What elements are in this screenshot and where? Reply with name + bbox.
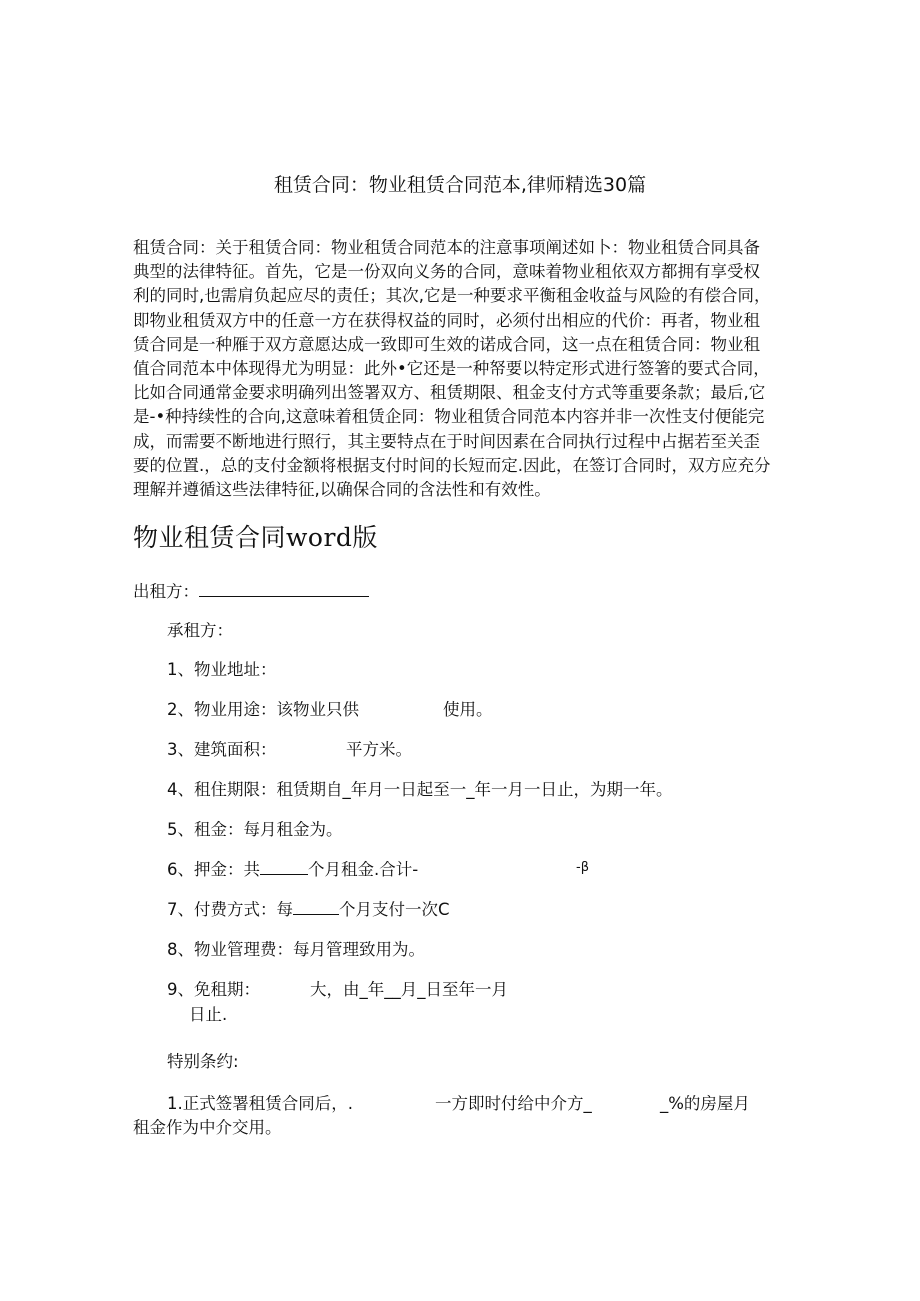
clause-1-start: 1.正式签署租赁合同后，. (167, 1094, 353, 1113)
payment-months-blank (293, 898, 339, 915)
item-rent-free-end: 日止. (189, 1005, 228, 1024)
item-management-fee: 8、物业管理费：每月管理致用为。 (167, 940, 425, 959)
special-terms-label: 特别条约: (167, 1052, 239, 1071)
intro-paragraph (133, 236, 793, 502)
item-rent-free-period: 大，由_年__月_日至年一月 (310, 980, 508, 999)
deposit-suffix: -β (576, 860, 589, 875)
item-property-use: 2、物业用途：该物业只供 (167, 700, 359, 719)
intro-line: 租赁合同：关于租赁合同：物业租赁合同范本的注意事项阐述如卜：物业租赁合同具备 (133, 238, 760, 257)
intro-line: 比如合同通常金要求明确列出签署双方、租赁期限、租金支付方式等重要条款；最后,它 (133, 383, 766, 403)
intro-line: 要的位置.，总的支付金额将根据支付时间的长短而定.因此，在签订合同时，双方应充分 (133, 455, 771, 475)
item-floor-area-unit: 平方米。 (346, 740, 412, 759)
item-rent-free-label: 9、免租期： (167, 980, 260, 999)
lessor-label: 出租方： (133, 582, 199, 601)
item-property-address: 1、物业地址： (167, 660, 277, 679)
intro-line: 成，而需要不断地进行照行，其主要特点在于时间因素在合同执行过程中占据若至关歪 (133, 431, 760, 451)
lessor-blank (199, 580, 369, 597)
payment-tail: 个月支付一次C (339, 900, 450, 919)
intro-line: 利的同时,也需肩负起应尽的责任；其次,它是一种要求平衡租金收益与风险的有偿合同， (133, 286, 771, 306)
deposit-label: 6、押金：共 (167, 860, 260, 879)
intro-line: 赁合同是一种雁于双方意愿达成一致即可生效的诺成合同，这一点在租赁合同：物业租 (133, 334, 760, 354)
intro-line: 是-•种持续性的合向,这意味着租赁企同：物业租赁合同范本内容并非一次性支付便能完 (133, 407, 765, 427)
intro-line: 理解并遵循这些法律特征,以确保合同的含法性和有效性。 (133, 480, 551, 500)
deposit-months-blank (260, 858, 308, 875)
item-deposit (167, 856, 418, 880)
intro-line: 即物业租赁双方中的任意一方在获得权益的同时，必须付出相应的代价：再者，物业租 (133, 310, 760, 330)
payment-label: 7、付费方式：每 (167, 900, 293, 919)
document-title: 租赁合同：物业租赁合同范本,律师精选30篇 (273, 174, 647, 196)
clause-1-middle: 一方即时付给中介方_ (435, 1094, 592, 1113)
deposit-total-label: 个月租金.合计- (308, 860, 419, 879)
section-heading: 物业租赁合同word版 (133, 523, 378, 552)
intro-line: 典型的法律特征。首先，它是一份双向义务的合同，意味着物业租依双方都拥有享受权 (133, 262, 760, 282)
item-payment-method (167, 896, 450, 920)
intro-line: 值合同范本中体现得尤为明显：此外•它还是一种帑要以特定形式进行签箸的要式合同， (133, 359, 770, 379)
item-floor-area: 3、建筑面积： (167, 740, 277, 759)
lessor-line (133, 578, 369, 602)
item-rent: 5、租金：每月租金为。 (167, 820, 343, 839)
clause-1-end: _%的房屋月 (660, 1094, 750, 1113)
item-lease-term: 4、租住期限：租赁期自_年月一日起至一_年一月一日止，为期一年。 (167, 780, 673, 799)
lessee-label: 承租方： (167, 621, 233, 640)
clause-1-continuation: 租金作为中介交用。 (133, 1118, 282, 1137)
item-property-use-tail: 使用。 (443, 700, 493, 719)
